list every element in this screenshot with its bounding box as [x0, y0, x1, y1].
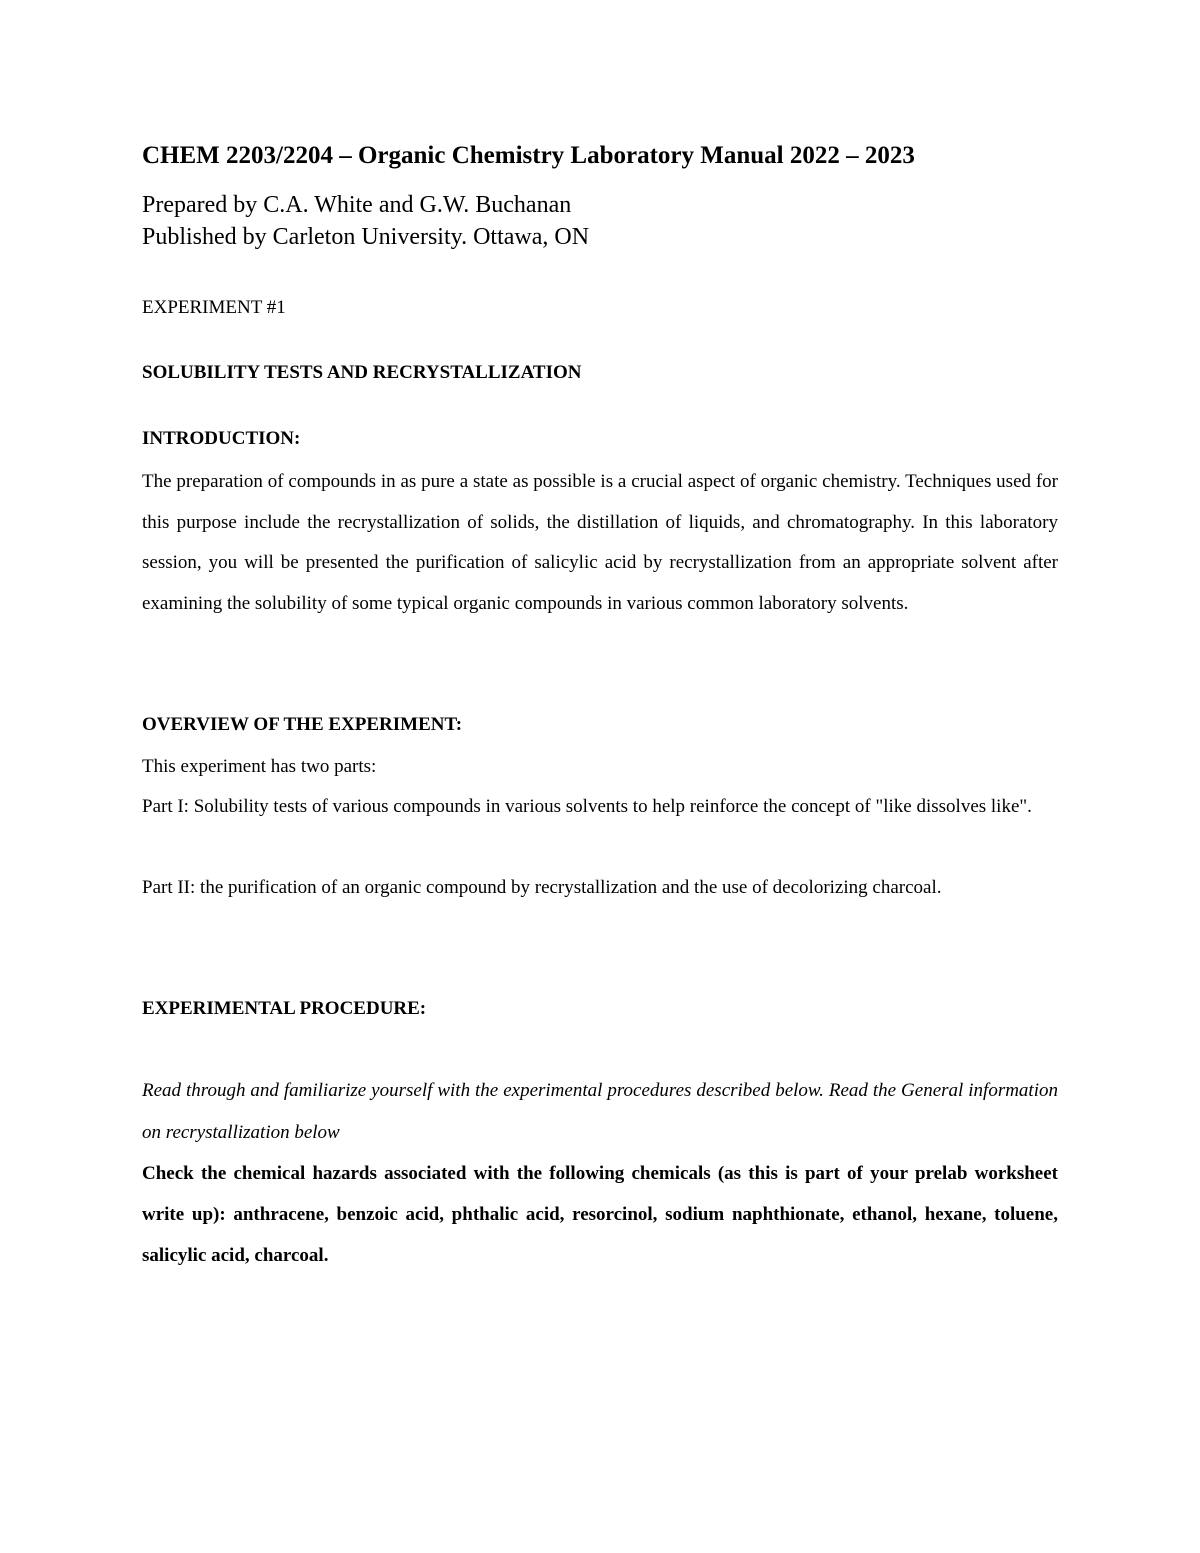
overview-heading: OVERVIEW OF THE EXPERIMENT: — [142, 714, 463, 735]
introduction-paragraph: The preparation of compounds in as pure a state as possible is a crucial aspect of organic chemistry. Techniques used for this purpose include the recrystallization of solids, the distillation of liquids, and chromatography. In this laboratory session, you will be presented the purification of salicylic acid by recrystallization from an appropriate solvent after examining the solubility of some typical organic compounds in various common laboratory solvents. — [142, 471, 1058, 614]
document-title: CHEM 2203/2204 – Organic Chemistry Laboratory Manual 2022 – 2023 — [142, 142, 915, 169]
experiment-number: EXPERIMENT #1 — [142, 297, 286, 318]
introduction-heading: INTRODUCTION: — [142, 428, 301, 449]
overview-part2: Part II: the purification of an organic compound by recrystallization and the use of decolorizing charcoal. — [142, 877, 942, 898]
procedure-bold-note: Check the chemical hazards associated with the following chemicals (as this is part of your prelab worksheet write up): anthracene, benzoic acid, phthalic acid, resorcinol, sodium naphthionate, ethanol, hexane, toluene, salicylic acid, charcoal. — [142, 1163, 1058, 1266]
overview-part1: Part I: Solubility tests of various compounds in various solvents to help reinforce the concept of "like dissolves like". — [142, 796, 1032, 817]
procedure-heading: EXPERIMENTAL PROCEDURE: — [142, 998, 427, 1019]
procedure-italic-note: Read through and familiarize yourself with the experimental procedures described below. Read the General information on recrystallization below — [142, 1080, 1058, 1143]
experiment-title: SOLUBILITY TESTS AND RECRYSTALLIZATION — [142, 362, 582, 383]
overview-intro: This experiment has two parts: — [142, 756, 377, 777]
published-by: Published by Carleton University. Ottawa, ON — [142, 224, 590, 250]
prepared-by: Prepared by C.A. White and G.W. Buchanan — [142, 192, 572, 218]
